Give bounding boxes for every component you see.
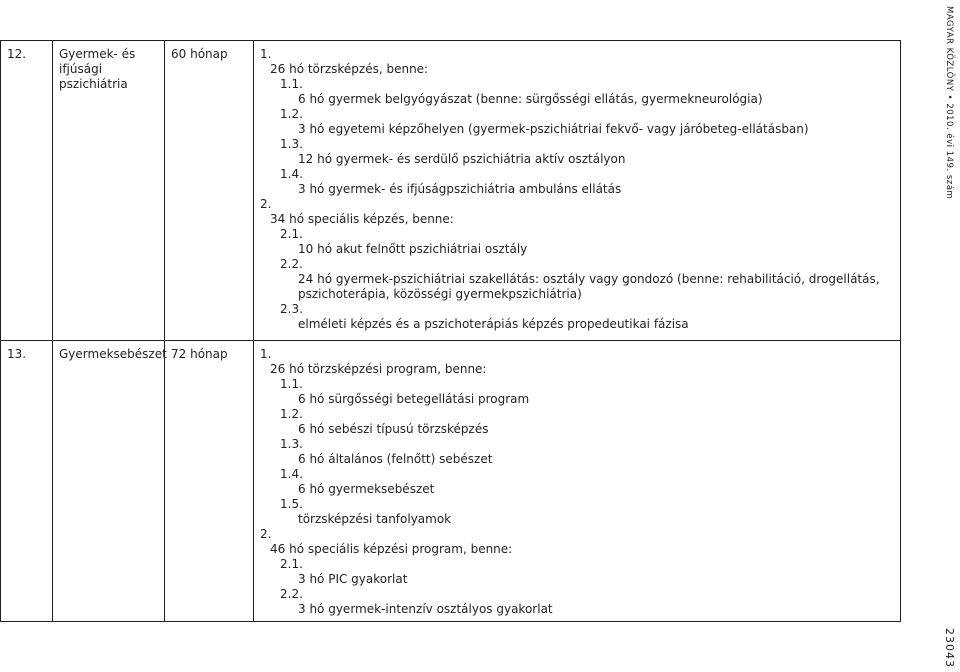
row-number-cell xyxy=(1,41,53,341)
subitem-number: 2.2. xyxy=(280,587,303,601)
subitem-number: 1.3. xyxy=(280,137,303,151)
subitem-text: 6 hó általános (felnőtt) sebészet xyxy=(298,452,493,466)
item-number: 1. xyxy=(260,347,272,361)
subitem-text: 6 hó sebészi típusú törzsképzés xyxy=(298,422,489,436)
subitem-number: 1.2. xyxy=(280,407,303,421)
journal-header xyxy=(940,6,954,206)
subitem-text: 3 hó egyetemi képzőhelyen (gyermek-pszichiátriai fekvő- vagy járóbeteg-ellátásban) xyxy=(298,122,809,136)
journal-header-text: MAGYAR KÖZLÖNY • 2010. évi 149. szám xyxy=(944,6,954,200)
subitem-text: 6 hó gyermeksebészet xyxy=(298,482,435,496)
item-text: 26 hó törzsképzési program, benne: xyxy=(270,362,487,376)
item-number: 2. xyxy=(260,197,272,211)
training-table xyxy=(0,40,901,622)
subitem-number: 1.5. xyxy=(280,497,303,511)
subitem-text: 24 hó gyermek-pszichiátriai szakellátás: osztály vagy gondozó (benne: rehabilitáció, drogellátás, pszichoterápia, közösségi gyermekpszichiátria) xyxy=(298,272,880,301)
item-text: 26 hó törzsképzés, benne: xyxy=(270,62,429,76)
subitem-number: 1.4. xyxy=(280,467,303,481)
subitem-number: 2.1. xyxy=(280,227,303,241)
duration-cell xyxy=(165,41,254,341)
item-number: 1. xyxy=(260,47,272,61)
item-number: 2. xyxy=(260,527,272,541)
page-number xyxy=(942,628,956,668)
subitem-text: 3 hó gyermek- és ifjúságpszichiátria ambuláns ellátás xyxy=(298,182,622,196)
subitem-number: 2.2. xyxy=(280,257,303,271)
row-number-cell xyxy=(1,341,53,622)
subitem-text: 12 hó gyermek- és serdülő pszichiátria aktív osztályon xyxy=(298,152,626,166)
duration: 60 hónap xyxy=(171,47,228,61)
duration-cell xyxy=(165,341,254,622)
subitem-text: 6 hó sürgősségi betegellátási program xyxy=(298,392,530,406)
item-text: 34 hó speciális képzés, benne: xyxy=(270,212,454,226)
page-number-text: 23043 xyxy=(943,628,956,668)
subitem-number: 1.1. xyxy=(280,77,303,91)
subitem-text: 3 hó gyermek-intenzív osztályos gyakorlat xyxy=(298,602,553,616)
table-row xyxy=(1,341,901,622)
duration: 72 hónap xyxy=(171,347,228,361)
specialty-name: Gyermek- és ifjúsági pszichiátria xyxy=(59,47,136,91)
subitem-number: 2.3. xyxy=(280,302,303,316)
subitem-text: elméleti képzés és a pszichoterápiás képzés propedeutikai fázisa xyxy=(298,317,689,331)
subitem-number: 1.2. xyxy=(280,107,303,121)
subitem-text: 3 hó PIC gyakorlat xyxy=(298,572,408,586)
table-row xyxy=(1,41,901,341)
subitem-text: 10 hó akut felnőtt pszichiátriai osztály xyxy=(298,242,528,256)
subitem-text: törzsképzési tanfolyamok xyxy=(298,512,452,526)
specialty-name: Gyermeksebészet xyxy=(59,347,167,361)
item-text: 46 hó speciális képzési program, benne: xyxy=(270,542,513,556)
subitem-number: 2.1. xyxy=(280,557,303,571)
program-content xyxy=(254,41,900,336)
row-number: 12. xyxy=(7,47,27,61)
subitem-number: 1.1. xyxy=(280,377,303,391)
specialty-name-cell xyxy=(53,341,165,622)
program-cell xyxy=(254,41,901,341)
specialty-name-cell xyxy=(53,41,165,341)
program-cell xyxy=(254,341,901,622)
row-number: 13. xyxy=(7,347,27,361)
program-content xyxy=(254,341,900,621)
subitem-number: 1.3. xyxy=(280,437,303,451)
subitem-number: 1.4. xyxy=(280,167,303,181)
subitem-text: 6 hó gyermek belgyógyászat (benne: sürgősségi ellátás, gyermekneurológia) xyxy=(298,92,763,106)
